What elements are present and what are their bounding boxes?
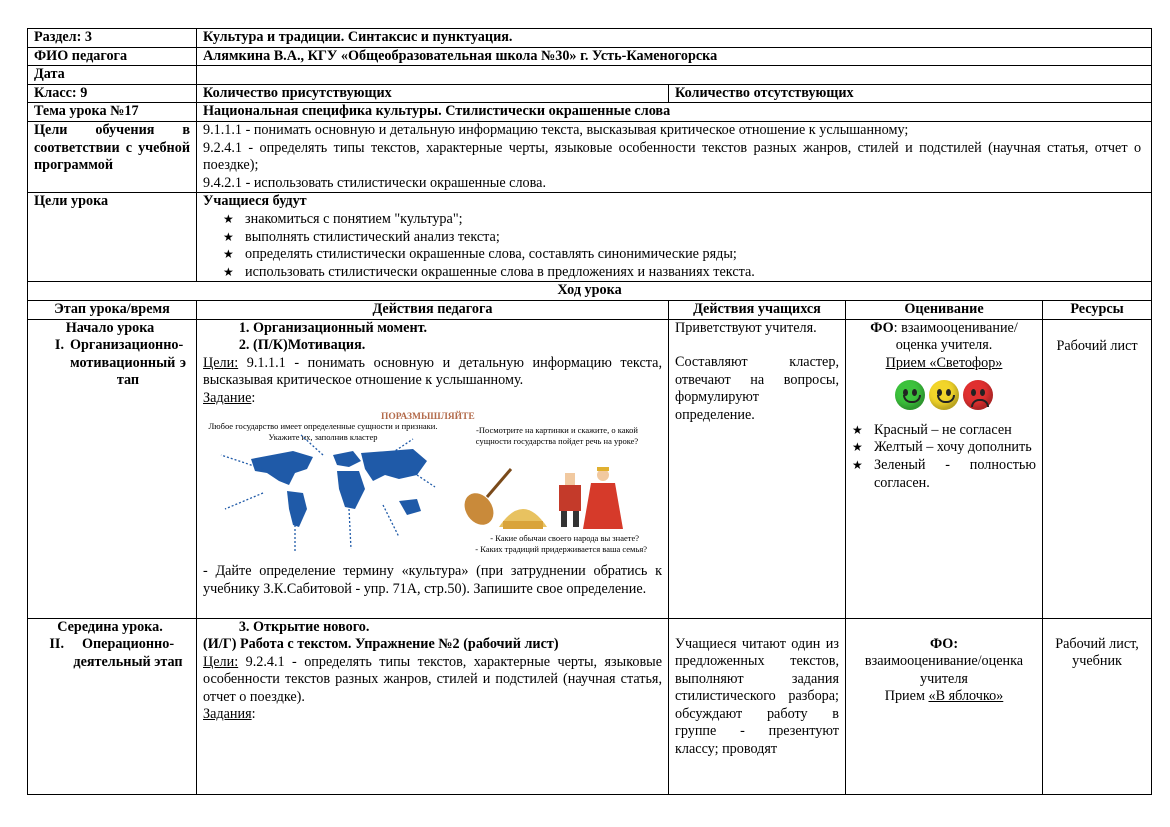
stage2-roman: II. <box>49 636 64 653</box>
col-header-resources: Ресурсы <box>1043 300 1152 319</box>
eval-text: взаимооценивание/оценка учителя <box>864 653 1024 687</box>
student-action: Приветствуют учителя. <box>675 319 817 336</box>
lesson-goals-list <box>203 211 1145 281</box>
lesson-goals-label: Цели урока <box>28 193 197 282</box>
eval-fo: ФО: <box>929 635 959 652</box>
eval-fo: ФО <box>870 319 894 336</box>
stage1-cell <box>28 319 197 618</box>
stage1-title: Начало урока <box>65 319 155 336</box>
image-bottom-q2: - Каких традиций придерживается ваша семья? <box>475 544 647 555</box>
date-label: Дата <box>28 66 197 85</box>
culture-pictures <box>459 467 623 530</box>
task-text: - Дайте определение термину «культура» (при затруднении обратись к учебнику З.К.Сабитовой - упр. 71А, стр.50). Запишите свое определение. <box>203 563 662 598</box>
present-label: Количество присутствующих <box>197 84 669 103</box>
red-sad-icon <box>963 380 993 410</box>
image-bottom-q1: - Какие обычаи своего народа вы знаете? <box>490 533 639 544</box>
list-item: 3. Открытие нового. <box>253 619 662 637</box>
lesson-goals-intro: Учащиеся будут <box>203 193 307 210</box>
list-item: ★ знакомиться с понятием "культура"; <box>223 211 1145 229</box>
goal-item: 9.4.2.1 - использовать стилистически окрашенные слова. <box>203 174 547 191</box>
student-action: Учащиеся читают один из предложенных текстов, выполняют задания стилистического разбора; обсуждают работу в группе - презентуют классу; проводят <box>675 635 839 758</box>
stage1-teacher-cell: 1. Организационный момент. 2. (П/К)Мотивация. Цели: 9.1.1.1 - понимать основную и детальную информацию текста, высказывая критическое отношение к услышанному. Задание: ПОРАЗМЫШЛЯЙТЕ Любое государство имеет определенные сущности и признаки. Укажите их, заполнив кластер -Посмотрите на картинки и скажите, о какой сущности государства пойдет речь на уроке? - Какие обычаи своего народа вы знаете? - Каких традиций придерживается ваша семья? - Дайте определение термину «культура» (при затруднении обратись к учебнику З.К.Сабитовой - упр. 71А, стр.50). Запишите свое определение. <box>197 319 669 618</box>
task-label: Задания <box>203 706 252 723</box>
goals-label: Цели обучения в соответствии с учебной программой <box>28 121 197 192</box>
motivation-image <box>203 409 653 557</box>
course-title: Ход урока <box>28 282 1152 301</box>
eval-method: Прием «Светофор» <box>885 354 1003 371</box>
task-label: Задание <box>203 389 252 406</box>
topic-label: Тема урока №17 <box>28 103 197 122</box>
lesson-goals-cell <box>197 193 1152 282</box>
col-header-students: Действия учащихся <box>669 300 846 319</box>
stage1-eval-cell <box>846 319 1043 618</box>
image-heading: ПОРАЗМЫШЛЯЙТЕ <box>381 412 475 423</box>
stage1-roman: I. <box>54 337 64 354</box>
stage2-cell <box>28 618 197 794</box>
list-item: 2. (П/К)Мотивация. <box>253 337 662 355</box>
teacher-label: ФИО педагога <box>28 47 197 66</box>
stage2-name: Операционно-деятельный этап <box>73 636 183 670</box>
goal-item: 9.2.4.1 - определять типы текстов, характерные черты, языковые особенности текстов разных жанров, стилей и подстилей (научная статья, отчет о поездке); <box>203 139 1142 174</box>
goal-item: 9.1.1.1 - понимать основную и детальную информацию текста, высказывая критическое отношение к услышанному; <box>203 121 909 138</box>
eval-text: : взаимооценивание/ оценка учителя. <box>893 319 1018 354</box>
col-header-stage: Этап урока/время <box>28 300 197 319</box>
stage1-steps <box>203 320 662 355</box>
class-label: Класс: 9 <box>28 84 197 103</box>
stage2-resources-cell <box>1043 618 1152 794</box>
list-item: 1. Организационный момент. <box>253 320 662 338</box>
lesson-plan-table <box>27 28 1152 795</box>
world-map <box>251 449 427 527</box>
stage1-name: Организационно-мотивационный этап <box>70 337 186 389</box>
student-action: Составляют кластер, отвечают на вопросы, формулируют определение. <box>675 354 839 423</box>
list-item: ★ Красный – не согласен <box>852 422 1036 440</box>
eval-items <box>852 422 1036 492</box>
stage2-steps <box>203 619 662 637</box>
teacher-value: Алямкина В.А., КГУ «Общеобразовательная школа №30» г. Усть-Каменогорска <box>197 47 1152 66</box>
stage2-students-cell <box>669 618 846 794</box>
list-item: ★ определять стилистически окрашенные слова, составлять синонимические ряды; <box>223 246 1145 264</box>
date-value <box>197 66 1152 85</box>
stage2-teacher-cell: 3. Открытие нового. (И/Г) Работа с текстом. Упражнение №2 (рабочий лист) Цели: 9.2.4.1 - определять типы текстов, характерные черты, языковые особенности текстов разных жанров, стилей и подстилей (научная статья, отчет о поездке). Задания: <box>197 618 669 794</box>
topic-value: Национальная специфика культуры. Стилистически окрашенные слова <box>197 103 1152 122</box>
col-header-teacher: Действия педагога <box>197 300 669 319</box>
stage2-eval-cell <box>846 618 1043 794</box>
resources-text: Рабочий лист <box>1056 337 1138 354</box>
goal-text: 9.1.1.1 - понимать основную и детальную информацию текста, высказывая критическое отношение к услышанному. <box>203 354 662 389</box>
task-title: (И/Г) Работа с текстом. Упражнение №2 (рабочий лист) <box>203 636 559 653</box>
goal-text: 9.2.4.1 - определять типы текстов, характерные черты, языковые особенности текстов разных жанров, стилей и подстилей (научная статья, отчет о поездке). <box>203 653 662 705</box>
razdel-label: Раздел: 3 <box>28 29 197 48</box>
image-left-caption: Любое государство имеет определенные сущности и признаки. Укажите их, заполнив кластер <box>208 421 438 443</box>
stage2-title: Середина урока. <box>57 618 163 635</box>
list-item: ★ Зеленый - полностью согласен. <box>852 457 1036 492</box>
list-item: ★ использовать стилистически окрашенные слова в предложениях и названиях текста. <box>223 264 1145 282</box>
eval-method: «В яблочко» <box>928 688 1004 705</box>
traffic-light <box>852 380 1036 416</box>
goal-label: Цели: <box>203 653 239 670</box>
goals-cell <box>197 121 1152 192</box>
eval-method-prefix: Прием <box>884 688 929 705</box>
razdel-value: Культура и традиции. Синтаксис и пунктуация. <box>197 29 1152 48</box>
stage1-students-cell <box>669 319 846 618</box>
stage1-resources-cell <box>1043 319 1152 618</box>
green-smiley-icon <box>895 380 925 410</box>
list-item: ★ Желтый – хочу дополнить <box>852 439 1036 457</box>
list-item: ★ выполнять стилистический анализ текста; <box>223 229 1145 247</box>
goal-label: Цели: <box>203 354 239 371</box>
col-header-eval: Оценивание <box>846 300 1043 319</box>
resources-text: Рабочий лист, учебник <box>1055 635 1139 670</box>
image-right-caption: -Посмотрите на картинки и скажите, о какой сущности государства пойдет речь на уроке? <box>475 425 639 447</box>
yellow-smiley-icon <box>929 380 959 410</box>
absent-label: Количество отсутствующих <box>669 84 1152 103</box>
